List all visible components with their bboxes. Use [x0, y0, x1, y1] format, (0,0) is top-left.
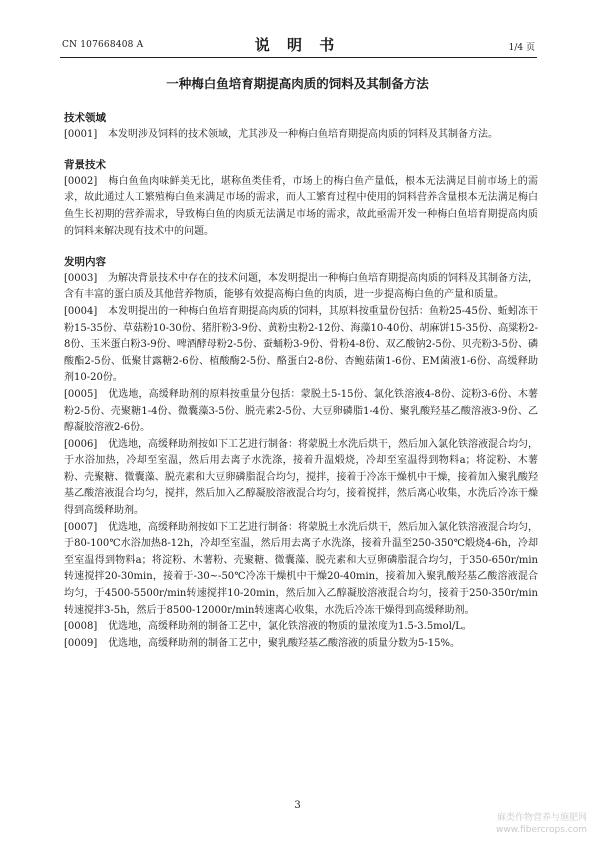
paragraph-number: [0008] — [64, 621, 98, 633]
paragraph-number: [0002] — [64, 175, 98, 187]
paragraph-number: [0001] — [64, 128, 98, 140]
paragraph-text: 优选地，高缓释助剂按如下工艺进行制备：将蒙脱土水洗后烘干，然后加入氯化铁溶液混合均匀，于80-100℃水浴加热8-12h，冷却至室温，然后用去离子水洗涤，接着升温至250-350℃煅烧4-6h，冷却至室温得到物料a；将淀粉、木薯粉、壳聚糖、微囊藻、脱壳素和大豆卵磷脂混合均匀，于350-650r/min转速搅拌20-30min，接着于-30~-50℃冷冻干燥机中干燥20-40min，接着加入聚乳酸羟基乙酸溶液混合均匀，于4500-5500r/min转速搅拌10-20min，然后加入乙醇凝胶溶液混合均匀，接着于250-350r/min转速搅拌3-5h，然后于8500-12000r/min转速离心收集，水洗后冷冻干燥得到高缓释助剂。 — [64, 521, 538, 616]
document-title: 一种梅白鱼培育期提高肉质的饲料及其制备方法 — [166, 76, 429, 91]
paragraph — [64, 127, 538, 144]
watermark-line-1: 麻类作物营养与施肥网 — [496, 813, 587, 823]
paragraph-number: [0009] — [64, 637, 98, 649]
paragraph-text: 优选地，高缓释助剂的原料按重量分包括：蒙脱土5-15份、氯化铁溶液4-8份、淀粉3-6份、木薯粉2-5份、壳聚糖1-4份、微囊藻3-5份、脱壳素2-5份、大豆卵磷脂1-4份、聚乳酸羟基乙酸溶液3-9份、乙醇凝胶溶液2-6份。 — [64, 388, 538, 434]
paragraph-text: 优选地，高缓释助剂的制备工艺中，聚乳酸羟基乙酸溶液的质量分数为5-15%。 — [108, 637, 460, 649]
document-body — [64, 110, 538, 652]
paragraph-number: [0005] — [64, 388, 98, 400]
header-divider — [60, 57, 537, 58]
patent-number: CN 107668408 A — [62, 40, 144, 50]
section-heading: 背景技术 — [64, 159, 106, 172]
watermark-line-2: www.fibercrops.com — [496, 825, 587, 835]
paragraph — [64, 387, 538, 437]
paragraph-number: [0004] — [64, 305, 98, 317]
paragraph-text: 本发明涉及饲料的技术领域，尤其涉及一种梅白鱼培育期提高肉质的饲料及其制备方法。 — [108, 128, 498, 140]
section-heading: 技术领域 — [64, 112, 106, 124]
page-number: 3 — [294, 800, 301, 811]
document-type: 说 明 书 — [254, 36, 341, 54]
section-heading: 发明内容 — [64, 256, 106, 269]
paragraph-text: 梅白鱼鱼肉味鲜美无比，堪称鱼类佳肴，市场上的梅白鱼产量低，根本无法满足目前市场上的需求，故此通过人工繁殖梅白鱼来满足市场的需求，而人工繁育过程中使用的饲料营养含量根本无法满足梅白鱼生长初期的营养需求，导致梅白鱼的肉质无法满足市场的需求，故此亟需开发一种梅白鱼培育期提高肉质的饲料来解决现有技术中的问题。 — [64, 175, 538, 237]
paragraph — [64, 174, 538, 240]
paragraph — [64, 437, 538, 520]
watermark — [496, 812, 587, 836]
paragraph — [64, 619, 538, 636]
page-indicator: 1/4 页 — [508, 43, 535, 53]
paragraph-number: [0003] — [64, 272, 98, 284]
paragraph-text: 优选地，高缓释助剂的制备工艺中，氯化铁溶液的物质的量浓度为1.5-3.5mol/L。 — [108, 621, 472, 633]
paragraph-text: 本发明提出的一种梅白鱼培育期提高肉质的饲料，其原料按重量份包括：鱼粉25-45份、蚯蚓冻干粉15-35份、草菇粉10-30份、猪肝粉3-9份、黄粉虫粉2-12份、海藻10-40份、胡麻饼15-35份、高粱粉2-8份、玉米蛋白粉3-9份、啤酒酵母粉2-5份、蚕蛹粉3-9份、骨粉4-8份、双乙酸钠2-5份、贝壳粉3-5份、磷酸酯2-5份、低聚甘露糖2-6份、植酸酶2-5份、酪蛋白2-8份、杏鲍菇菌1-6份、EM菌液1-6份、高缓释助剂10-20份。 — [64, 305, 538, 384]
paragraph-number: [0007] — [64, 521, 98, 533]
paragraph — [64, 520, 538, 620]
paragraph — [64, 271, 538, 304]
paragraph-number: [0006] — [64, 438, 98, 450]
paragraph — [64, 636, 538, 653]
paragraph-text: 优选地，高缓释助剂按如下工艺进行制备：将蒙脱土水洗后烘干，然后加入氯化铁溶液混合均匀，于水浴加热，冷却至室温，然后用去离子水洗涤，接着升温煅烧，冷却至室温得到物料a；将淀粉、木薯粉、壳聚糖、微囊藻、脱壳素和大豆卵磷脂混合均匀，搅拌，接着于冷冻干燥机中干燥，接着加入聚乳酸羟基乙酸溶液混合均匀，搅拌，然后加入乙醇凝胶溶液混合均匀，接着搅拌，然后离心收集，水洗后冷冻干燥得到高缓释助剂。 — [64, 438, 538, 517]
paragraph — [64, 304, 538, 387]
paragraph-text: 为解决背景技术中存在的技术问题，本发明提出一种梅白鱼培育期提高肉质的饲料及其制备方法，含有丰富的蛋白质及其他营养物质，能够有效提高梅白鱼的肉质，进一步提高梅白鱼的产量和质量。 — [64, 272, 538, 301]
